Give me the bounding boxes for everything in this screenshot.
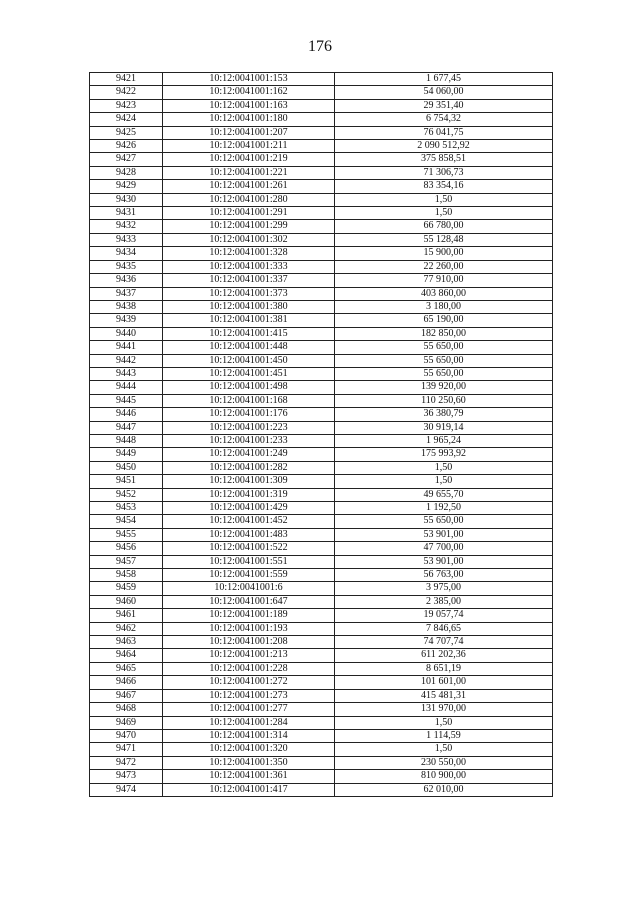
cadastral-number-cell: 10:12:0041001:448 [163,341,335,354]
value-cell: 29 351,40 [335,99,553,112]
value-cell: 1 677,45 [335,73,553,86]
row-number-cell: 9462 [90,622,163,635]
value-cell: 83 354,16 [335,180,553,193]
table-row [90,421,553,434]
cadastral-number-cell: 10:12:0041001:219 [163,153,335,166]
cadastral-number-cell: 10:12:0041001:282 [163,461,335,474]
cadastral-number-cell: 10:12:0041001:350 [163,756,335,769]
cadastral-number-cell: 10:12:0041001:233 [163,434,335,447]
table-row [90,233,553,246]
row-number-cell: 9438 [90,300,163,313]
value-cell: 1,50 [335,207,553,220]
cadastral-number-cell: 10:12:0041001:176 [163,408,335,421]
value-cell: 6 754,32 [335,113,553,126]
page-number: 176 [308,38,332,55]
table-row [90,314,553,327]
row-number-cell: 9454 [90,515,163,528]
value-cell: 1,50 [335,193,553,206]
table-row [90,662,553,675]
cadastral-number-cell: 10:12:0041001:337 [163,274,335,287]
row-number-cell: 9453 [90,502,163,515]
row-number-cell: 9465 [90,662,163,675]
value-cell: 7 846,65 [335,622,553,635]
table-row [90,220,553,233]
table-row [90,367,553,380]
row-number-cell: 9445 [90,394,163,407]
value-cell: 15 900,00 [335,247,553,260]
table-row [90,689,553,702]
value-cell: 131 970,00 [335,703,553,716]
value-cell: 49 655,70 [335,488,553,501]
row-number-cell: 9461 [90,609,163,622]
value-cell: 3 180,00 [335,300,553,313]
cadastral-number-cell: 10:12:0041001:221 [163,166,335,179]
value-cell: 2 385,00 [335,595,553,608]
row-number-cell: 9455 [90,528,163,541]
cadastral-number-cell: 10:12:0041001:647 [163,595,335,608]
value-cell: 2 090 512,92 [335,140,553,153]
value-cell: 36 380,79 [335,408,553,421]
cadastral-number-cell: 10:12:0041001:302 [163,233,335,246]
cadastral-value-table [89,72,553,797]
cadastral-number-cell: 10:12:0041001:291 [163,207,335,220]
value-cell: 55 650,00 [335,354,553,367]
table-row [90,528,553,541]
table-row [90,515,553,528]
value-cell: 1 192,50 [335,502,553,515]
table-row [90,542,553,555]
value-cell: 110 250,60 [335,394,553,407]
table-row [90,502,553,515]
value-cell: 56 763,00 [335,569,553,582]
table-row [90,743,553,756]
row-number-cell: 9435 [90,260,163,273]
table-row [90,73,553,86]
cadastral-number-cell: 10:12:0041001:272 [163,676,335,689]
row-number-cell: 9468 [90,703,163,716]
row-number-cell: 9466 [90,676,163,689]
table-row [90,274,553,287]
value-cell: 3 975,00 [335,582,553,595]
value-cell: 65 190,00 [335,314,553,327]
value-cell: 22 260,00 [335,260,553,273]
table-row [90,729,553,742]
table-row [90,448,553,461]
cadastral-number-cell: 10:12:0041001:299 [163,220,335,233]
cadastral-number-cell: 10:12:0041001:162 [163,86,335,99]
value-cell: 53 901,00 [335,555,553,568]
row-number-cell: 9431 [90,207,163,220]
table-row [90,703,553,716]
table-row [90,676,553,689]
cadastral-number-cell: 10:12:0041001:193 [163,622,335,635]
table-row [90,287,553,300]
table-row [90,113,553,126]
table-row [90,260,553,273]
row-number-cell: 9469 [90,716,163,729]
table-row [90,434,553,447]
row-number-cell: 9447 [90,421,163,434]
table-row [90,341,553,354]
table-row [90,461,553,474]
row-number-cell: 9448 [90,434,163,447]
table-row [90,140,553,153]
table-row [90,595,553,608]
table-row [90,569,553,582]
table-row [90,408,553,421]
row-number-cell: 9441 [90,341,163,354]
value-cell: 810 900,00 [335,770,553,783]
cadastral-number-cell: 10:12:0041001:319 [163,488,335,501]
row-number-cell: 9425 [90,126,163,139]
value-cell: 1,50 [335,716,553,729]
row-number-cell: 9440 [90,327,163,340]
row-number-cell: 9430 [90,193,163,206]
cadastral-number-cell: 10:12:0041001:522 [163,542,335,555]
row-number-cell: 9457 [90,555,163,568]
cadastral-number-cell: 10:12:0041001:207 [163,126,335,139]
table-row [90,488,553,501]
table-row [90,166,553,179]
cadastral-number-cell: 10:12:0041001:373 [163,287,335,300]
cadastral-number-cell: 10:12:0041001:284 [163,716,335,729]
row-number-cell: 9472 [90,756,163,769]
value-cell: 1,50 [335,743,553,756]
row-number-cell: 9470 [90,729,163,742]
cadastral-number-cell: 10:12:0041001:277 [163,703,335,716]
value-cell: 66 780,00 [335,220,553,233]
cadastral-number-cell: 10:12:0041001:320 [163,743,335,756]
row-number-cell: 9423 [90,99,163,112]
row-number-cell: 9442 [90,354,163,367]
cadastral-number-cell: 10:12:0041001:333 [163,260,335,273]
value-cell: 47 700,00 [335,542,553,555]
table-body [90,73,553,797]
cadastral-number-cell: 10:12:0041001:361 [163,770,335,783]
cadastral-number-cell: 10:12:0041001:559 [163,569,335,582]
value-cell: 55 650,00 [335,515,553,528]
row-number-cell: 9437 [90,287,163,300]
cadastral-number-cell: 10:12:0041001:153 [163,73,335,86]
table-row [90,716,553,729]
value-cell: 76 041,75 [335,126,553,139]
cadastral-number-cell: 10:12:0041001:450 [163,354,335,367]
table-row [90,609,553,622]
cadastral-number-cell: 10:12:0041001:163 [163,99,335,112]
row-number-cell: 9452 [90,488,163,501]
cadastral-number-cell: 10:12:0041001:328 [163,247,335,260]
table-row [90,153,553,166]
cadastral-number-cell: 10:12:0041001:6 [163,582,335,595]
value-cell: 55 650,00 [335,341,553,354]
table-row [90,99,553,112]
value-cell: 8 651,19 [335,662,553,675]
cadastral-number-cell: 10:12:0041001:381 [163,314,335,327]
cadastral-number-cell: 10:12:0041001:249 [163,448,335,461]
value-cell: 611 202,36 [335,649,553,662]
value-cell: 230 550,00 [335,756,553,769]
table-row [90,327,553,340]
row-number-cell: 9433 [90,233,163,246]
value-cell: 54 060,00 [335,86,553,99]
cadastral-number-cell: 10:12:0041001:551 [163,555,335,568]
value-cell: 30 919,14 [335,421,553,434]
table-row [90,207,553,220]
cadastral-number-cell: 10:12:0041001:417 [163,783,335,796]
value-cell: 55 650,00 [335,367,553,380]
table-row [90,582,553,595]
value-cell: 139 920,00 [335,381,553,394]
cadastral-number-cell: 10:12:0041001:208 [163,636,335,649]
row-number-cell: 9424 [90,113,163,126]
value-cell: 403 860,00 [335,287,553,300]
row-number-cell: 9463 [90,636,163,649]
row-number-cell: 9436 [90,274,163,287]
table-row [90,770,553,783]
table-row [90,394,553,407]
cadastral-number-cell: 10:12:0041001:228 [163,662,335,675]
value-cell: 77 910,00 [335,274,553,287]
cadastral-number-cell: 10:12:0041001:273 [163,689,335,702]
table-row [90,555,553,568]
value-cell: 182 850,00 [335,327,553,340]
row-number-cell: 9474 [90,783,163,796]
value-cell: 415 481,31 [335,689,553,702]
table-row [90,649,553,662]
table-row [90,86,553,99]
row-number-cell: 9471 [90,743,163,756]
row-number-cell: 9426 [90,140,163,153]
row-number-cell: 9459 [90,582,163,595]
cadastral-number-cell: 10:12:0041001:498 [163,381,335,394]
row-number-cell: 9449 [90,448,163,461]
cadastral-number-cell: 10:12:0041001:314 [163,729,335,742]
table-row [90,354,553,367]
cadastral-number-cell: 10:12:0041001:223 [163,421,335,434]
row-number-cell: 9451 [90,475,163,488]
row-number-cell: 9473 [90,770,163,783]
table-row [90,247,553,260]
table-row [90,475,553,488]
cadastral-number-cell: 10:12:0041001:451 [163,367,335,380]
row-number-cell: 9428 [90,166,163,179]
row-number-cell: 9460 [90,595,163,608]
table-row [90,300,553,313]
row-number-cell: 9446 [90,408,163,421]
value-cell: 19 057,74 [335,609,553,622]
row-number-cell: 9422 [90,86,163,99]
value-cell: 53 901,00 [335,528,553,541]
table-row [90,180,553,193]
table-row [90,783,553,796]
cadastral-number-cell: 10:12:0041001:168 [163,394,335,407]
value-cell: 1,50 [335,461,553,474]
value-cell: 1 965,24 [335,434,553,447]
cadastral-number-cell: 10:12:0041001:309 [163,475,335,488]
row-number-cell: 9450 [90,461,163,474]
row-number-cell: 9467 [90,689,163,702]
value-cell: 1,50 [335,475,553,488]
cadastral-number-cell: 10:12:0041001:452 [163,515,335,528]
cadastral-number-cell: 10:12:0041001:429 [163,502,335,515]
value-cell: 71 306,73 [335,166,553,179]
cadastral-number-cell: 10:12:0041001:211 [163,140,335,153]
cadastral-number-cell: 10:12:0041001:261 [163,180,335,193]
table-row [90,193,553,206]
table-row [90,756,553,769]
table-row [90,636,553,649]
row-number-cell: 9434 [90,247,163,260]
value-cell: 74 707,74 [335,636,553,649]
cadastral-number-cell: 10:12:0041001:380 [163,300,335,313]
row-number-cell: 9439 [90,314,163,327]
row-number-cell: 9421 [90,73,163,86]
cadastral-number-cell: 10:12:0041001:415 [163,327,335,340]
row-number-cell: 9432 [90,220,163,233]
cadastral-number-cell: 10:12:0041001:213 [163,649,335,662]
value-cell: 55 128,48 [335,233,553,246]
cadastral-number-cell: 10:12:0041001:280 [163,193,335,206]
table-row [90,126,553,139]
value-cell: 375 858,51 [335,153,553,166]
row-number-cell: 9464 [90,649,163,662]
row-number-cell: 9456 [90,542,163,555]
table-row [90,622,553,635]
cadastral-number-cell: 10:12:0041001:483 [163,528,335,541]
value-cell: 1 114,59 [335,729,553,742]
cadastral-number-cell: 10:12:0041001:180 [163,113,335,126]
cadastral-number-cell: 10:12:0041001:189 [163,609,335,622]
value-cell: 101 601,00 [335,676,553,689]
table-row [90,381,553,394]
value-cell: 62 010,00 [335,783,553,796]
row-number-cell: 9443 [90,367,163,380]
row-number-cell: 9444 [90,381,163,394]
value-cell: 175 993,92 [335,448,553,461]
row-number-cell: 9458 [90,569,163,582]
row-number-cell: 9429 [90,180,163,193]
row-number-cell: 9427 [90,153,163,166]
